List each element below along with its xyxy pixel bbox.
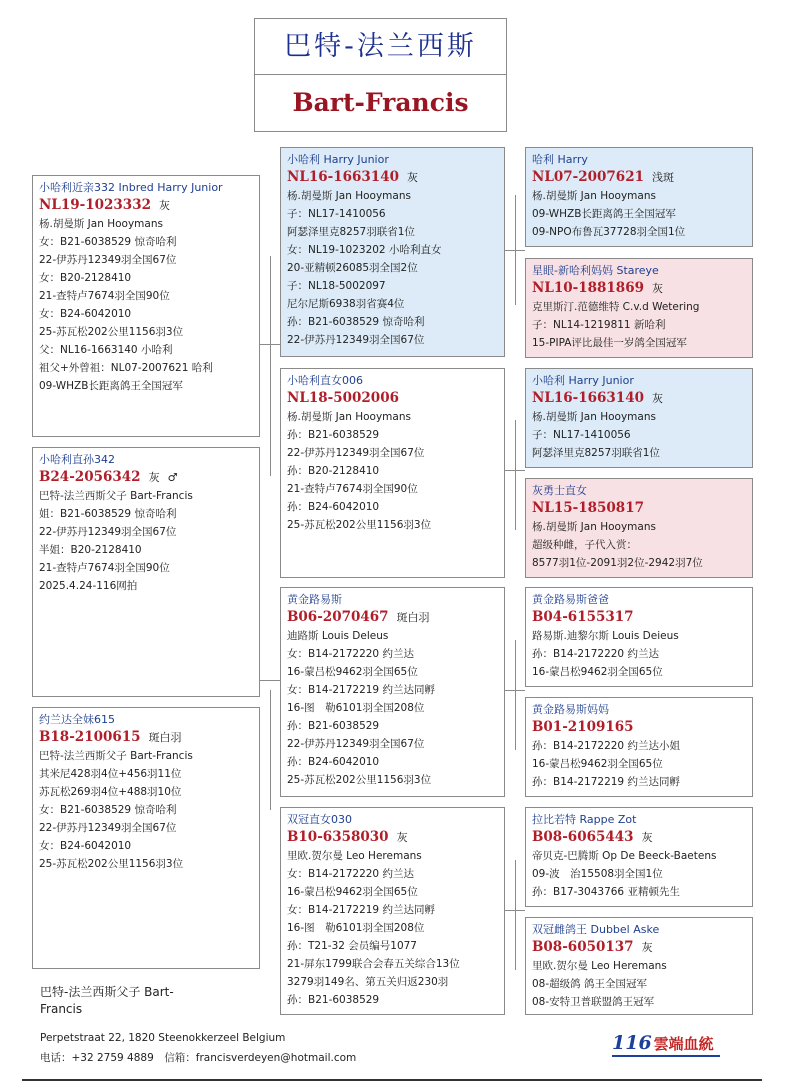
title-english: Bart-Francis xyxy=(292,88,469,117)
info-line: 21-查特卢7674羽全国90位 xyxy=(287,483,418,495)
info-line: 路易斯.迪黎尔斯 Louis Deieus xyxy=(532,630,679,642)
info-line: 里欧.贺尔曼 Leo Heremans xyxy=(287,850,422,862)
color-tag: 灰 xyxy=(396,831,408,844)
ring-number: NL16-1663140 灰 xyxy=(287,169,418,185)
color-tag: 灰 xyxy=(651,282,663,295)
info-line: 25-苏瓦松202公里1156羽3位 xyxy=(287,519,432,531)
ring-number: B04-6155317 xyxy=(532,609,634,625)
grandparent-card-5 xyxy=(525,587,753,687)
info-line: 08-安特卫普联盟鸽王冠军 xyxy=(532,996,655,1008)
ring-number: B18-2100615 斑白羽 xyxy=(39,729,182,745)
color-tag: 灰 xyxy=(641,831,653,844)
connector-line xyxy=(515,640,516,750)
info-line: 16-图 勒6101羽全国208位 xyxy=(287,922,425,934)
connector-line xyxy=(515,195,516,305)
info-line: 孙：B14-2172219 约兰达同孵 xyxy=(532,776,680,788)
info-line: 孙：B24-6042010 xyxy=(287,501,380,513)
ring-number: B08-6065443 灰 xyxy=(532,829,653,845)
info-line: 16-图 勒6101羽全国208位 xyxy=(287,702,425,714)
pigeon-name: 星眼-新哈利妈妈 Stareye xyxy=(532,264,659,277)
info-line: 女：NL19-1023202 小哈利直女 xyxy=(287,244,442,256)
color-tag: 灰 xyxy=(148,471,160,484)
pigeon-name: 拉比若特 Rappe Zot xyxy=(532,813,637,826)
info-line: 迪路斯 Louis Deleus xyxy=(287,630,389,642)
info-line: 孙：B20-2128410 xyxy=(287,465,380,477)
info-line: 子：NL18-5002097 xyxy=(287,280,386,292)
sire2-card xyxy=(280,587,505,797)
info-line: 女：B14-2172220 约兰达 xyxy=(287,648,414,660)
pigeon-name: 黄金路易斯爸爸 xyxy=(532,593,609,606)
color-tag: 斑白羽 xyxy=(148,731,182,744)
info-line: 苏瓦松269羽4位+488羽10位 xyxy=(39,786,182,798)
logo xyxy=(612,1032,714,1054)
ring-number: B01-2109165 xyxy=(532,719,634,735)
info-line: 16-蒙吕松9462羽全国65位 xyxy=(287,666,418,678)
connector-line xyxy=(260,680,280,681)
color-tag: 灰 xyxy=(651,392,663,405)
info-line: 杨.胡曼斯 Jan Hooymans xyxy=(532,411,656,423)
info-line: 女：B21-6038529 惊奇哈利 xyxy=(39,804,177,816)
male-symbol-icon: ♂ xyxy=(167,471,178,484)
info-line: 22-伊苏丹12349羽全国67位 xyxy=(39,822,177,834)
info-line: 子：NL17-1410056 xyxy=(532,429,631,441)
info-line: 25-苏瓦松202公里1156羽3位 xyxy=(287,774,432,786)
info-line: 孙：B24-6042010 xyxy=(287,756,380,768)
color-tag: 灰 xyxy=(406,171,418,184)
ring-number: B24-2056342 灰 ♂ xyxy=(39,469,178,485)
connector-line xyxy=(515,420,516,530)
title-box xyxy=(254,18,507,132)
info-line: 15-PIPA评比最佳一岁鸽全国冠军 xyxy=(532,337,687,349)
ring-number: NL10-1881869 灰 xyxy=(532,280,663,296)
info-line: 尼尔尼斯6938羽省赛4位 xyxy=(287,298,405,310)
info-line: 09-NPO布鲁瓦37728羽全国1位 xyxy=(532,226,686,238)
info-line: 祖父+外曾祖：NL07-2007621 哈利 xyxy=(39,362,213,374)
info-line: 女：B20-2128410 xyxy=(39,272,132,284)
info-line: 超级种雌，子代入赏： xyxy=(532,539,637,551)
info-line: 子：NL14-1219811 新哈利 xyxy=(532,319,666,331)
contact-phone-email: 电话：+32 2759 4889 信箱：francisverdeyen@hotmail.com xyxy=(40,1052,357,1064)
info-line: 09-波 治15508羽全国1位 xyxy=(532,868,663,880)
info-line: 22-伊苏丹12349羽全国67位 xyxy=(287,738,425,750)
sibling-card-615 xyxy=(32,707,260,969)
info-line: 孙：B21-6038529 xyxy=(287,429,380,441)
info-line: 孙：B14-2172220 约兰达 xyxy=(532,648,659,660)
info-line: 21-屏东1799联合会春五关综合13位 xyxy=(287,958,460,970)
info-line: 25-苏瓦松202公里1156羽3位 xyxy=(39,858,184,870)
pigeon-name: 黄金路易斯 xyxy=(287,593,342,606)
info-line: 25-苏瓦松202公里1156羽3位 xyxy=(39,326,184,338)
info-line: 22-伊苏丹12349羽全国67位 xyxy=(39,254,177,266)
pigeon-name: 小哈利 Harry Junior xyxy=(287,153,389,166)
info-line: 2025.4.24-116网拍 xyxy=(39,580,138,592)
ring-number: NL19-1023332 灰 xyxy=(39,197,170,213)
info-line: 08-超级鸽 鸽王全国冠军 xyxy=(532,978,647,990)
pigeon-name: 黄金路易斯妈妈 xyxy=(532,703,609,716)
info-line: 姐：B21-6038529 惊奇哈利 xyxy=(39,508,177,520)
grandparent-card-7 xyxy=(525,807,753,907)
ring-number: NL18-5002006 xyxy=(287,390,399,406)
info-line: 孙：B21-6038529 xyxy=(287,720,380,732)
info-line: 阿瑟泽里克8257羽联省1位 xyxy=(287,226,415,238)
info-line: 子：NL17-1410056 xyxy=(287,208,386,220)
pigeon-name: 小哈利近亲332 Inbred Harry Junior xyxy=(39,181,223,194)
info-line: 孙：T21-32 会员编号1077 xyxy=(287,940,417,952)
ring-number: B08-6050137 灰 xyxy=(532,939,653,955)
info-line: 女：B21-6038529 惊奇哈利 xyxy=(39,236,177,248)
info-line: 3279羽149名、第五关归返230羽 xyxy=(287,976,449,988)
info-line: 孙：B21-6038529 惊奇哈利 xyxy=(287,316,425,328)
info-line: 22-伊苏丹12349羽全国67位 xyxy=(287,334,425,346)
info-line: 09-WHZB长距离鸽王全国冠军 xyxy=(39,380,183,392)
logo-underline xyxy=(612,1055,720,1057)
ring-number: NL07-2007621 浅斑 xyxy=(532,169,674,185)
connector-line xyxy=(270,690,271,810)
info-line: 16-蒙吕松9462羽全国65位 xyxy=(532,758,663,770)
ring-number: B10-6358030 灰 xyxy=(287,829,408,845)
color-tag: 灰 xyxy=(158,199,170,212)
pigeon-name: 灰勇士直女 xyxy=(532,484,587,497)
ring-number: NL16-1663140 灰 xyxy=(532,390,663,406)
pigeon-name: 小哈利直孙342 xyxy=(39,453,115,466)
ring-number: B06-2070467 斑白羽 xyxy=(287,609,430,625)
info-line: 里欧.贺尔曼 Leo Heremans xyxy=(532,960,667,972)
grandparent-card-8 xyxy=(525,917,753,1015)
info-line: 8577羽1位-2091羽2位-2942羽7位 xyxy=(532,557,703,569)
dam-card xyxy=(280,368,505,578)
info-line: 其米尼428羽4位+456羽11位 xyxy=(39,768,182,780)
contact-address: Perpetstraat 22, 1820 Steenokkerzeel Belgium xyxy=(40,1032,286,1044)
info-line: 克里斯汀.范德维特 C.v.d Wetering xyxy=(532,301,700,313)
info-line: 16-蒙吕松9462羽全国65位 xyxy=(287,886,418,898)
pigeon-name: 约兰达全妹615 xyxy=(39,713,115,726)
grandparent-card-1 xyxy=(525,147,753,247)
ring-number: NL15-1850817 xyxy=(532,500,644,516)
info-line: 女：B14-2172220 约兰达 xyxy=(287,868,414,880)
info-line: 巴特-法兰西斯父子 Bart-Francis xyxy=(39,750,193,762)
info-line: 女：B24-6042010 xyxy=(39,840,132,852)
pigeon-name: 哈利 Harry xyxy=(532,153,588,166)
info-line: 杨.胡曼斯 Jan Hooymans xyxy=(532,190,656,202)
info-line: 16-蒙吕松9462羽全国65位 xyxy=(532,666,663,678)
info-line: 女：B14-2172219 约兰达同孵 xyxy=(287,904,435,916)
breeder-name: 巴特-法兰西斯父子 Bart- Francis xyxy=(40,985,174,1016)
info-line: 帝贝克-巴腾斯 Op De Beeck-Baetens xyxy=(532,850,717,862)
color-tag: 浅斑 xyxy=(651,171,674,184)
color-tag: 斑白羽 xyxy=(396,611,430,624)
sire-card xyxy=(280,147,505,357)
sibling-card-342 xyxy=(32,447,260,697)
subject-card xyxy=(32,175,260,437)
info-line: 杨.胡曼斯 Jan Hooymans xyxy=(39,218,163,230)
color-tag: 灰 xyxy=(641,941,653,954)
bottom-divider xyxy=(22,1079,762,1081)
connector-line xyxy=(270,256,271,476)
info-line: 孙：B14-2172220 约兰达小姐 xyxy=(532,740,680,752)
info-line: 22-伊苏丹12349羽全国67位 xyxy=(287,447,425,459)
info-line: 09-WHZB长距离鸽王全国冠军 xyxy=(532,208,676,220)
connector-line xyxy=(515,860,516,970)
info-line: 20-亚精顿26085羽全国2位 xyxy=(287,262,418,274)
title-chinese: 巴特-法兰西斯 xyxy=(255,19,506,75)
grandparent-card-6 xyxy=(525,697,753,797)
info-line: 女：B14-2172219 约兰达同孵 xyxy=(287,684,435,696)
info-line: 半姐：B20-2128410 xyxy=(39,544,142,556)
info-line: 21-查特卢7674羽全国90位 xyxy=(39,562,170,574)
info-line: 孙：B21-6038529 xyxy=(287,994,380,1006)
grandparent-card-3 xyxy=(525,368,753,468)
grandparent-card-2 xyxy=(525,258,753,358)
info-line: 22-伊苏丹12349羽全国67位 xyxy=(39,526,177,538)
pigeon-name: 双冠直女030 xyxy=(287,813,352,826)
dam2-card xyxy=(280,807,505,1015)
info-line: 孙：B17-3043766 亚精顿先生 xyxy=(532,886,680,898)
info-line: 父：NL16-1663140 小哈利 xyxy=(39,344,173,356)
pigeon-name: 小哈利直女006 xyxy=(287,374,363,387)
pigeon-name: 双冠雌鸽王 Dubbel Aske xyxy=(532,923,660,936)
info-line: 阿瑟泽里克8257羽联省1位 xyxy=(532,447,660,459)
info-line: 21-查特卢7674羽全国90位 xyxy=(39,290,170,302)
info-line: 杨.胡曼斯 Jan Hooymans xyxy=(532,521,656,533)
info-line: 巴特-法兰西斯父子 Bart-Francis xyxy=(39,490,193,502)
grandparent-card-4 xyxy=(525,478,753,578)
pigeon-name: 小哈利 Harry Junior xyxy=(532,374,634,387)
info-line: 女：B24-6042010 xyxy=(39,308,132,320)
logo-text: 雲端血統 xyxy=(653,1035,714,1053)
info-line: 杨.胡曼斯 Jan Hooymans xyxy=(287,190,411,202)
info-line: 杨.胡曼斯 Jan Hooymans xyxy=(287,411,411,423)
logo-number: 116 xyxy=(612,1032,652,1054)
